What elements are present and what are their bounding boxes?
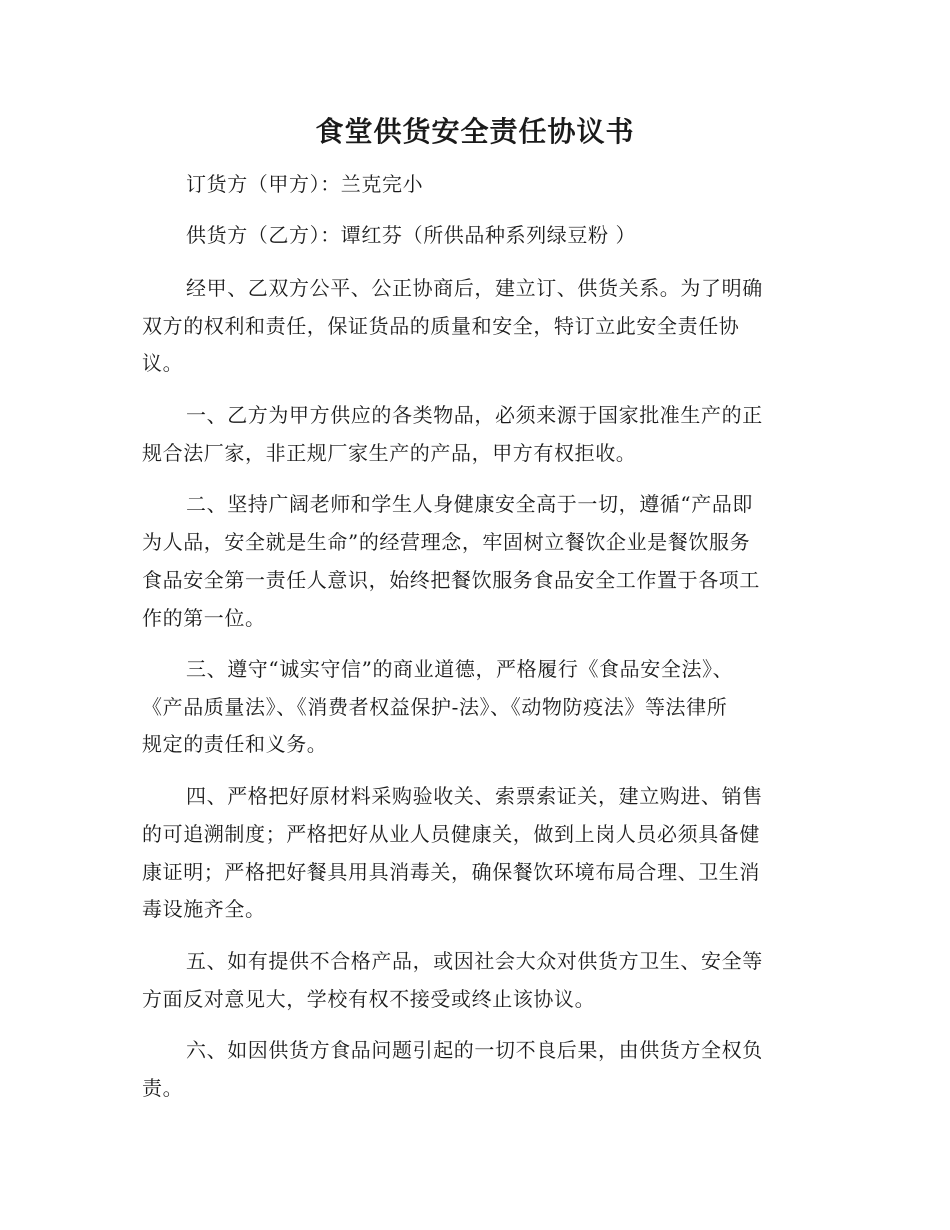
clause-4-line-3: 康证明；严格把好餐具用具消毒关，确保餐饮环境布局合理、卫生消	[142, 860, 760, 884]
clause-4-line-4: 毒设施齐全。	[142, 897, 266, 921]
clause-2-line-1: 二、坚持广阔老师和学生人身健康安全高于一切，遵循“产品即	[186, 492, 754, 516]
clause-2-line-2: 为人品，安全就是生命”的经营理念，牢固树立餐饮企业是餐饮服务	[142, 530, 751, 554]
clause-1-line-2: 规合法厂家，非正规厂家生产的产品，甲方有权拒收。	[142, 441, 637, 465]
clause-1-line-1: 一、乙方为甲方供应的各类物品，必须来源于国家批准生产的正	[186, 403, 763, 427]
clause-3-line-3: 规定的责任和义务。	[142, 732, 328, 756]
clause-4-line-1: 四、严格把好原材料采购验收关、索票索证关，建立购进、销售	[186, 784, 763, 808]
clause-3-line-1: 三、遵守“诚实守信”的商业道德，严格履行《食品安全法》、	[186, 657, 734, 681]
clause-4-line-2: 的可追溯制度；严格把好从业人员健康关，做到上岗人员必须具备健	[142, 822, 760, 846]
clause-2-line-3: 食品安全第一责任人意识，始终把餐饮服务食品安全工作置于各项工	[142, 568, 760, 592]
document-title: 食堂供货安全责任协议书	[315, 115, 635, 148]
party-a-line: 订货方（甲方）：兰克完小	[186, 172, 424, 196]
clause-6-line-1: 六、如因供货方食品问题引起的一切不良后果，由供货方全权负	[186, 1038, 763, 1062]
preamble-line-3: 议。	[142, 351, 184, 375]
clause-5-line-1: 五、如有提供不合格产品，或因社会大众对供货方卫生、安全等	[186, 949, 763, 973]
preamble-line-1: 经甲、乙双方公平、公正协商后，建立订、供货关系。为了明确	[186, 276, 763, 300]
clause-5-line-2: 方面反对意见大，学校有权不接受或终止该协议。	[142, 987, 596, 1011]
clause-6-line-2: 责。	[142, 1076, 184, 1100]
preamble-line-2: 双方的权利和责任，保证货品的质量和安全，特订立此安全责任协	[142, 314, 740, 338]
party-b-line: 供货方（乙方）：谭红芬（所供品种系列绿豆粉 ）	[186, 223, 637, 247]
clause-2-line-4: 作的第一位。	[142, 606, 266, 630]
clause-3-line-2: 《产品质量法》、《消费者权益保护-法》、《动物防疫法》等法律所	[142, 695, 728, 719]
